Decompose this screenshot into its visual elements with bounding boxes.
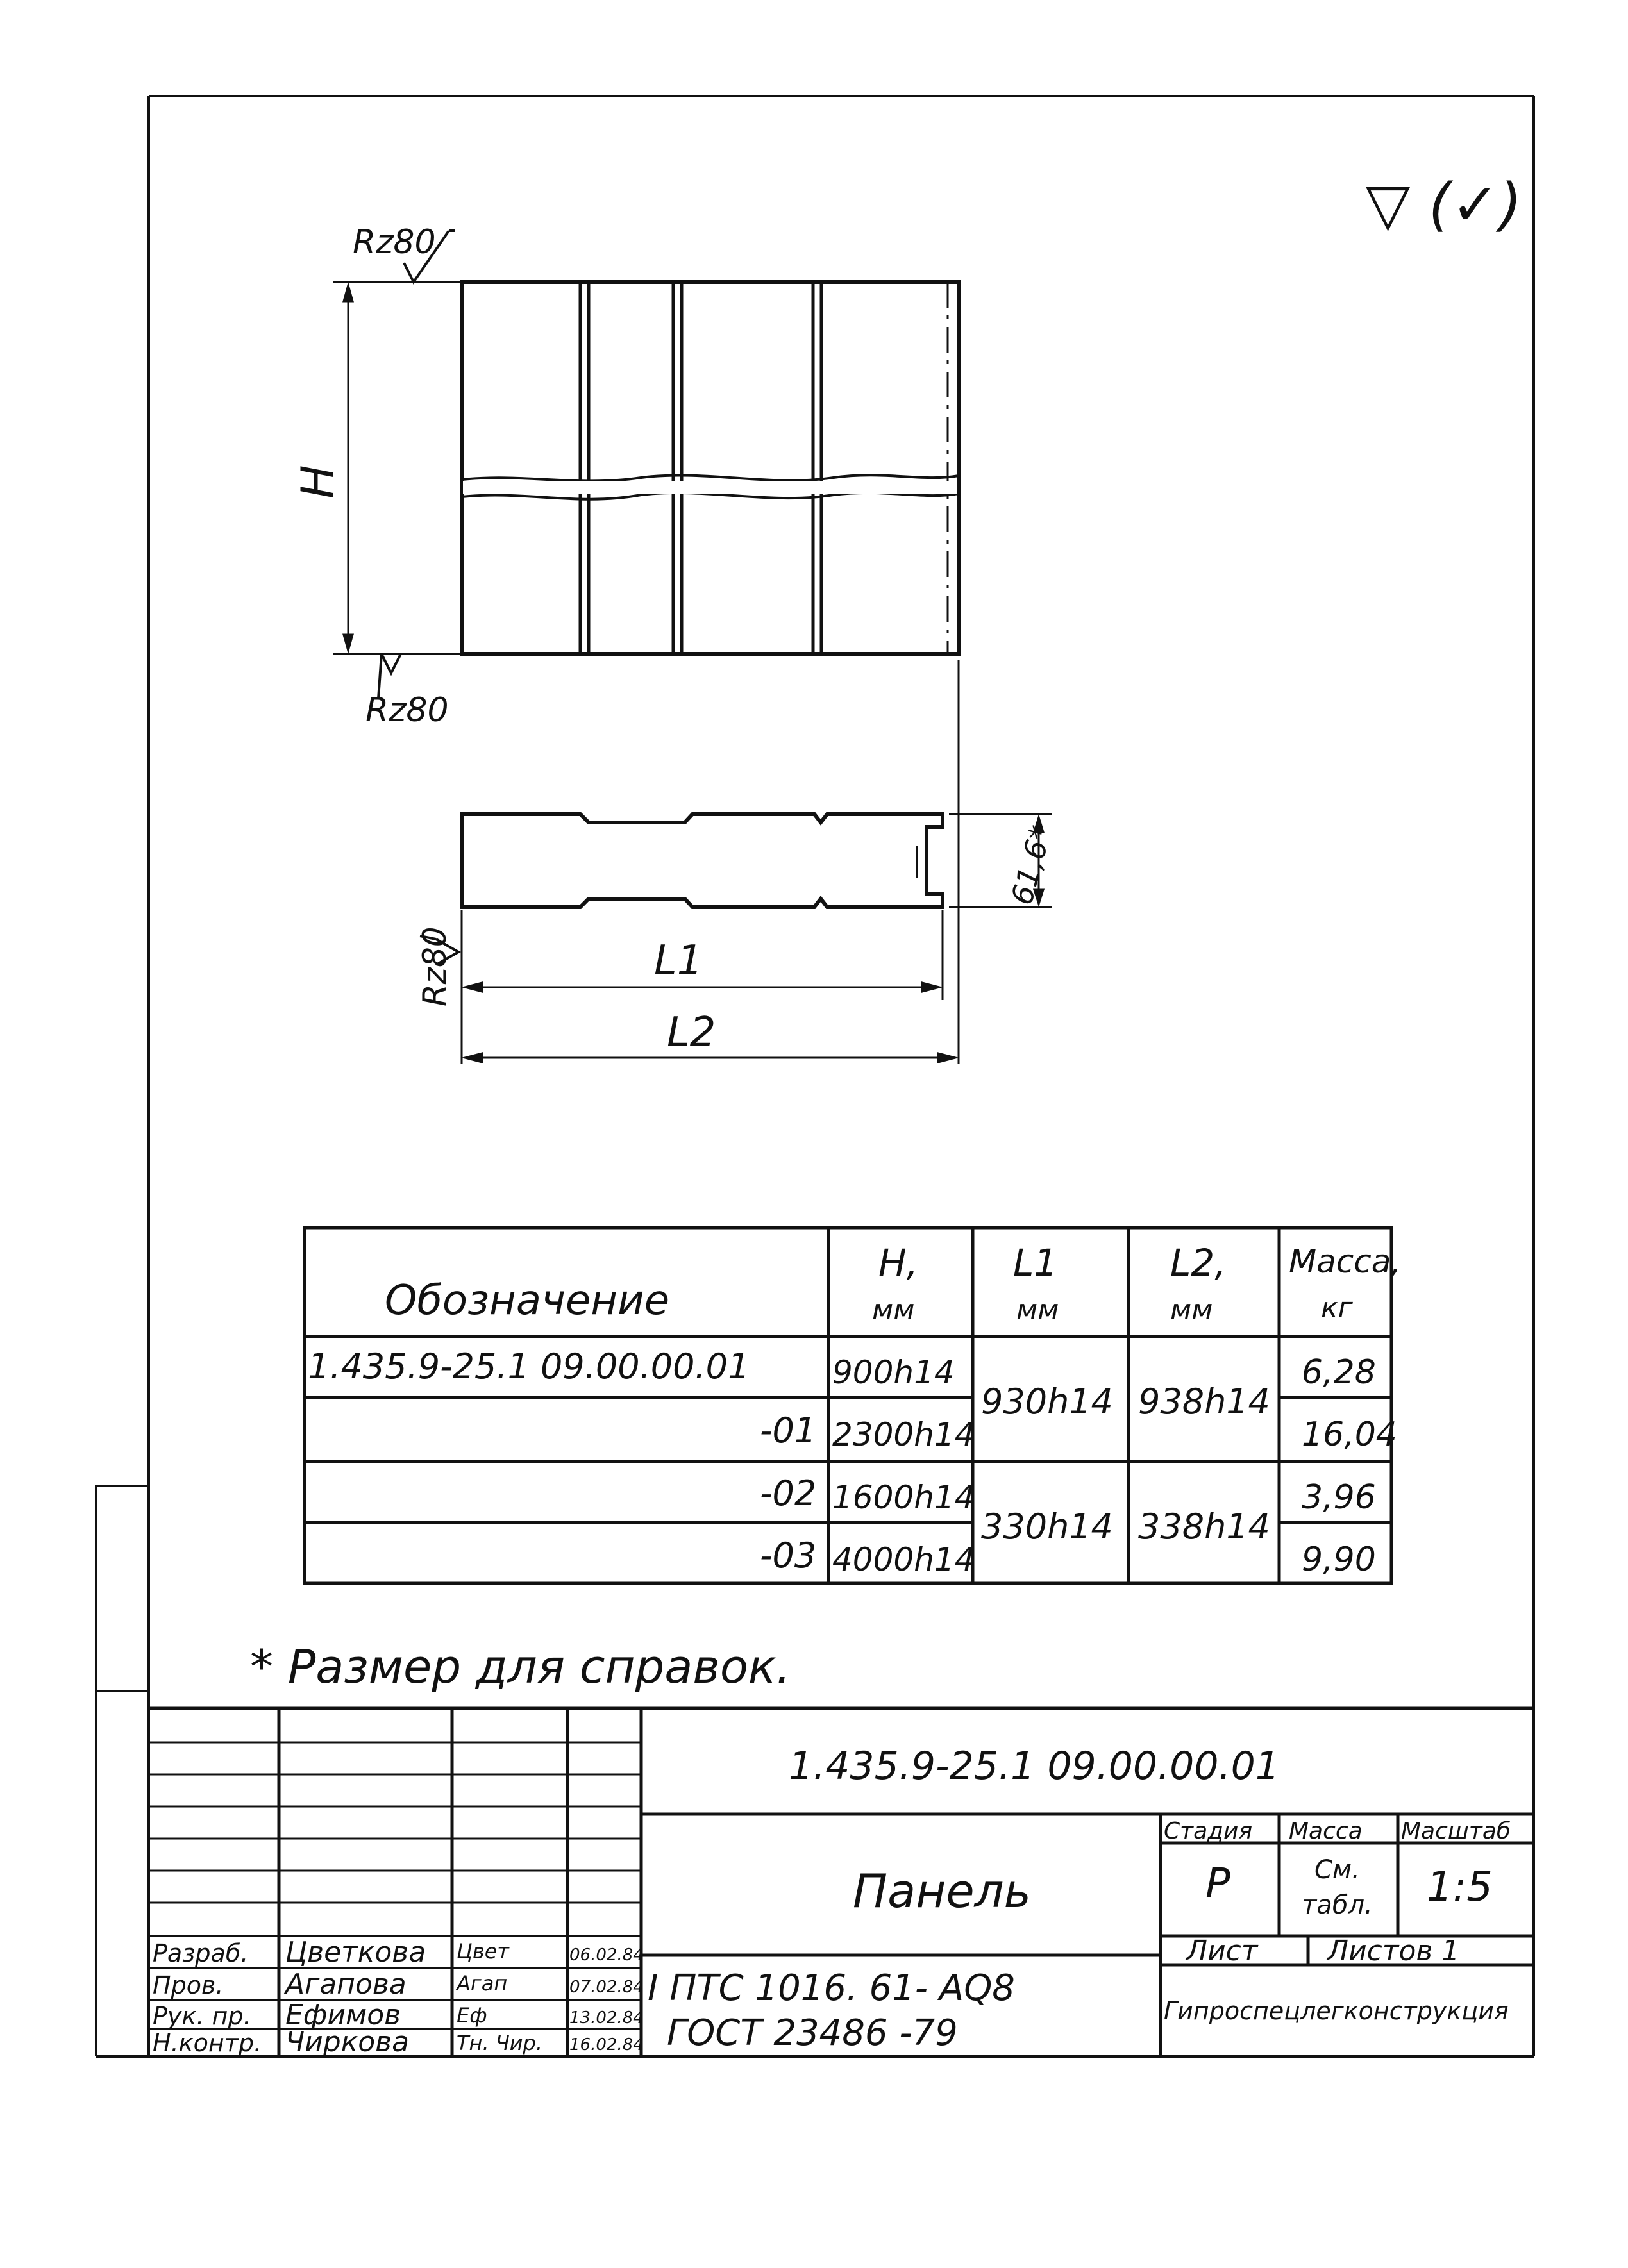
row-0-h: 900h14 — [832, 1354, 955, 1391]
sig-1-sign: Агап — [457, 1971, 508, 1996]
dim-h-label: H — [292, 465, 344, 499]
scale-label: Масштаб — [1401, 1818, 1511, 1844]
footnote: * Размер для справок. — [250, 1640, 791, 1694]
mass-label: Масса — [1289, 1818, 1363, 1844]
row-3-h: 4000h14 — [832, 1541, 975, 1578]
row-1-mass: 16,04 — [1302, 1415, 1397, 1454]
material-line-1: I ПТС 1016. 61- АQ8 — [648, 1967, 1015, 2009]
sig-3-name: Чиркова — [285, 2026, 410, 2058]
mass-value-1: См. — [1314, 1855, 1360, 1885]
front-view — [462, 282, 959, 654]
row-0-mass: 6,28 — [1302, 1353, 1376, 1392]
th-l1-2: мм — [1016, 1294, 1059, 1326]
row-2-h: 1600h14 — [832, 1479, 975, 1516]
dimension-l2 — [465, 660, 959, 1064]
sig-3-role: Н.контр. — [153, 2029, 262, 2057]
row-2-designation: -02 — [760, 1473, 817, 1513]
th-l1-1: L1 — [1013, 1241, 1058, 1285]
dim-thickness-label: 61,6* — [1004, 821, 1059, 909]
row-2-mass: 3,96 — [1302, 1478, 1376, 1517]
surface-roughness-mark: ▽ (✓) — [1366, 171, 1522, 238]
th-mass-1: Масса, — [1289, 1243, 1402, 1280]
sig-0-name: Цветкова — [285, 1936, 426, 1969]
sig-3-date: 16.02.84 — [569, 2035, 644, 2055]
th-designation: Обозначение — [385, 1277, 670, 1324]
sig-0-sign: Цвет — [457, 1939, 510, 1964]
row-1-h: 2300h14 — [832, 1416, 975, 1453]
roughness-bottom-label: Rz80 — [365, 691, 449, 730]
group-0-l1: 930h14 — [981, 1381, 1114, 1422]
organization: Гипроспецлегконструкция — [1164, 1997, 1509, 2025]
sig-1-date: 07.02.84 — [569, 1978, 644, 1997]
row-1-designation: -01 — [760, 1410, 817, 1451]
stage-value: Р — [1205, 1860, 1230, 1908]
section-view — [462, 814, 943, 907]
sig-0-date: 06.02.84 — [569, 1946, 644, 1965]
sig-0-role: Разраб. — [153, 1939, 249, 1967]
dimension-h — [333, 282, 460, 654]
row-3-mass: 9,90 — [1302, 1540, 1376, 1579]
sheet-label: Лист — [1186, 1935, 1258, 1967]
roughness-top-label: Rz80 — [353, 223, 436, 262]
row-3-designation: -03 — [760, 1535, 817, 1576]
sig-1-role: Пров. — [153, 1971, 224, 1999]
th-l2-1: L2, — [1170, 1241, 1227, 1285]
group-1-l1: 330h14 — [981, 1506, 1114, 1547]
doc-number: 1.435.9-25.1 09.00.00.01 — [789, 1744, 1280, 1789]
signature-rows — [153, 1936, 644, 2058]
sig-3-sign: Тн. Чир. — [457, 2031, 543, 2055]
scale-value: 1:5 — [1427, 1864, 1493, 1911]
dim-l1-label: L1 — [654, 937, 703, 985]
th-mass-2: кг — [1321, 1292, 1353, 1324]
group-0-l2: 938h14 — [1138, 1381, 1271, 1422]
sig-2-role: Рук. пр. — [153, 2002, 251, 2030]
th-l2-2: мм — [1170, 1294, 1213, 1326]
roughness-side-label: Rz80 — [416, 926, 453, 1006]
stage-label: Стадия — [1164, 1818, 1253, 1844]
sig-2-date: 13.02.84 — [569, 2008, 644, 2028]
sig-2-name: Ефимов — [285, 1999, 401, 2031]
th-h-2: мм — [872, 1294, 915, 1326]
part-name: Панель — [853, 1864, 1032, 1918]
mass-value-2: табл. — [1302, 1890, 1373, 1920]
th-h-1: H, — [878, 1241, 919, 1285]
group-1-l2: 338h14 — [1138, 1506, 1271, 1547]
sig-1-name: Агапова — [285, 1968, 407, 2001]
sig-2-sign: Еф — [457, 2003, 487, 2028]
dim-l2-label: L2 — [667, 1009, 716, 1056]
row-0-designation: 1.435.9-25.1 09.00.00.01 — [308, 1346, 750, 1387]
material-line-2: ГОСТ 23486 -79 — [667, 2012, 958, 2054]
sheets-label: Листов 1 — [1327, 1935, 1460, 1967]
